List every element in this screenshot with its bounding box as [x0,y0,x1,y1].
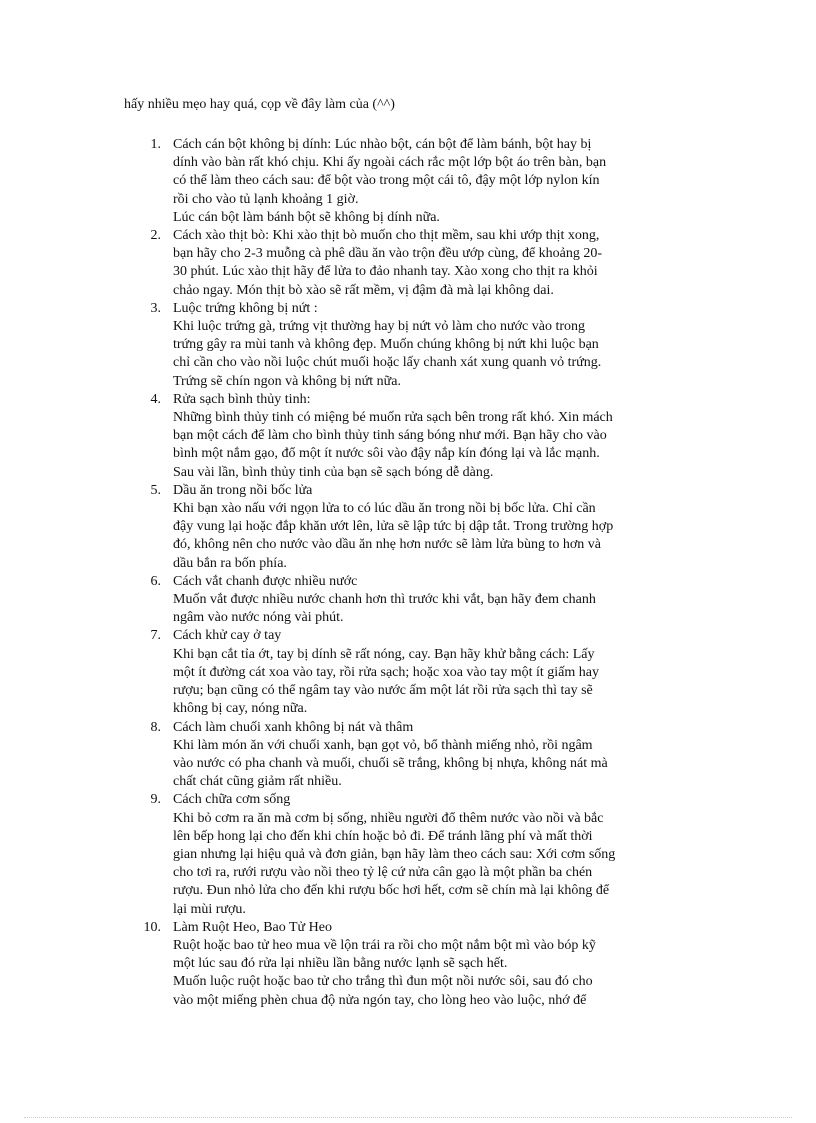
list-item [124,300,692,391]
list-item-number: 8. [150,719,161,735]
list-item-text-line: 30 phút. Lúc xào thịt hãy để lửa to đảo nhanh tay. Xào xong cho thịt ra khỏi [173,264,598,280]
list-item-text-line: lại mùi rượu. [173,901,246,917]
list-item-text-line: rượu. Đun nhỏ lửa cho đến khi rượu bốc hơi hết, cơm sẽ chín mà lại không để [173,883,610,899]
list-item [124,919,692,1010]
list-item-text-line: bạn một cách để làm cho bình thủy tinh sáng bóng như mới. Bạn hãy cho vào [173,428,607,444]
list-item-text-line: không bị cay, nóng nữa. [173,701,308,717]
list-item-text-line: Khi bạn xào nấu với ngọn lửa to có lúc dầu ăn trong nồi bị bốc lửa. Chỉ cần [173,501,596,517]
list-item-text-line: gian nhưng lại hiệu quả và đơn giản, bạn hãy làm theo cách sau: Xới cơm sống [173,846,616,862]
list-item-text-line: Khi bỏ cơm ra ăn mà cơm bị sống, nhiều người đổ thêm nước vào nồi và bắc [173,810,604,826]
list-item-text-line: đậy vung lại hoặc đắp khăn ướt lên, lửa sẽ lập tức bị dập tắt. Trong trường hợp [173,519,614,535]
list-item-text-line: Cách xào thịt bò: Khi xào thịt bò muốn cho thịt mềm, sau khi ướp thịt xong, [173,228,600,244]
list-item [124,136,692,227]
list-item-text-line: Lúc cán bột làm bánh bột sẽ không bị dính nữa. [173,209,440,225]
list-item [124,391,692,482]
list-item-text-line: Muốn luộc ruột hoặc bao tử cho trắng thì đun một nồi nước sôi, sau đó cho [173,974,593,990]
list-item-number: 6. [150,573,161,589]
list-item-text-line: một ít đường cát xoa vào tay, rồi rửa sạch; hoặc xoa vào tay một ít giấm hay [173,664,599,680]
list-item-text-line: vào nước có pha chanh và muối, chuối sẽ trắng, không bị nhựa, không nát mà [173,755,608,771]
tips-list [124,136,692,1010]
list-item-text-line: một lúc sau đó rửa lại nhiều lần bằng nước lạnh sẽ sạch hết. [173,956,508,972]
list-item-number: 9. [150,792,161,808]
intro-text: hấy nhiều mẹo hay quá, cọp về đây làm của (^^) [124,97,395,112]
list-item [124,482,692,573]
list-item-text-line: vào một miếng phèn chua độ nửa ngón tay, cho lòng heo vào luộc, nhớ để [173,992,587,1008]
list-item-text-line: Khi làm món ăn với chuối xanh, bạn gọt vỏ, bổ thành miếng nhỏ, rồi ngâm [173,737,593,753]
list-item-text-line: đó, không nên cho nước vào dầu ăn nhẹ hơn nước sẽ làm lửa bùng to hơn và [173,537,601,553]
list-item [124,791,692,918]
list-item-text-line: dính vào bàn rất khó chịu. Khi ấy ngoài cách rắc một lớp bột áo trên bàn, bạn [173,155,607,171]
list-item-text-line: trứng gây ra mùi tanh và không đẹp. Muốn chúng không bị nứt khi luộc bạn [173,337,599,353]
list-item [124,227,692,300]
list-item-number: 10. [143,919,161,935]
list-item-text-line: có thể làm theo cách sau: để bột vào trong một cái tô, đậy một lớp nylon kín [173,173,600,189]
list-item-text-line: Rửa sạch bình thủy tinh: [173,391,311,407]
list-item-number: 5. [150,482,161,498]
list-item-text-line: chỉ cần cho vào nồi luộc chút muối hoặc lấy chanh xát xung quanh vỏ trứng. [173,355,602,371]
list-item-text-line: Dầu ăn trong nồi bốc lửa [173,482,313,498]
list-item-text-line: Làm Ruột Heo, Bao Tử Heo [173,919,332,935]
list-item-text-line: Cách làm chuối xanh không bị nát và thâm [173,719,414,735]
list-item-text-line: Khi bạn cắt tỉa ớt, tay bị dính sẽ rất nóng, cay. Bạn hãy khử bằng cách: Lấy [173,646,595,662]
list-item-text-line: ngâm vào nước nóng vài phút. [173,610,344,626]
list-item-text-line: Cách chữa cơm sống [173,792,291,808]
list-item-text-line: Những bình thủy tinh có miệng bé muốn rửa sạch bên trong rất khó. Xin mách [173,410,613,426]
list-item-number: 1. [150,137,161,152]
list-item-text-line: Cách cán bột không bị dính: Lúc nhào bột, cán bột để làm bánh, bột hay bị [173,137,592,152]
page-bottom-divider [24,1117,792,1118]
list-item-text-line: Trứng sẽ chín ngon và không bị nứt nữa. [173,373,401,389]
list-item [124,573,692,628]
list-item-text-line: cho tơi ra, rưới rượu vào nồi theo tỷ lệ cứ nửa cân gạo là một phần ba chén [173,865,593,881]
list-item-text-line: chảo ngay. Món thịt bò xào sẽ rất mềm, vị đậm đà mà lại không dai. [173,282,554,298]
list-item-number: 7. [150,628,161,644]
list-item-text-line: Cách vắt chanh được nhiều nước [173,573,358,589]
list-item-text-line: Ruột hoặc bao tử heo mua về lộn trái ra rồi cho một nắm bột mì vào bóp kỹ [173,937,596,953]
list-item-number: 4. [150,391,161,407]
list-item-text-line: bạn hãy cho 2-3 muỗng cà phê dầu ăn vào trộn đều ướp cùng, để khoảng 20- [173,246,603,262]
list-item-number: 3. [150,300,161,316]
list-item-text-line: bình một nắm gạo, đổ một ít nước sôi vào đậy nắp kín đóng lại và lắc mạnh. [173,446,600,462]
list-item-text-line: Cách khử cay ở tay [173,628,282,644]
list-item [124,719,692,792]
list-item-text-line: Khi luộc trứng gà, trứng vịt thường hay bị nứt vỏ làm cho nước vào trong [173,319,586,335]
list-item-text-line: Muốn vắt được nhiều nước chanh hơn thì trước khi vắt, bạn hãy đem chanh [173,592,596,608]
list-item-text-line: rượu; bạn cũng có thể ngâm tay vào nước ấm một lát rồi rửa sạch thì tay sẽ [173,683,593,699]
list-item-text-line: Luộc trứng không bị nứt : [173,300,318,316]
list-item-number: 2. [150,228,161,244]
list-item-text-line: rồi cho vào tủ lạnh khoảng 1 giờ. [173,191,359,207]
list-item-text-line: Sau vài lần, bình thủy tinh của bạn sẽ sạch bóng dễ dàng. [173,464,494,480]
list-item [124,627,692,718]
list-item-text-line: chất chát cũng giảm rất nhiều. [173,774,342,790]
list-item-text-line: lên bếp hong lại cho đến khi chín hoặc bỏ đi. Để tránh lãng phí và mất thời [173,828,593,844]
list-item-text-line: dầu bắn ra bốn phía. [173,555,287,571]
